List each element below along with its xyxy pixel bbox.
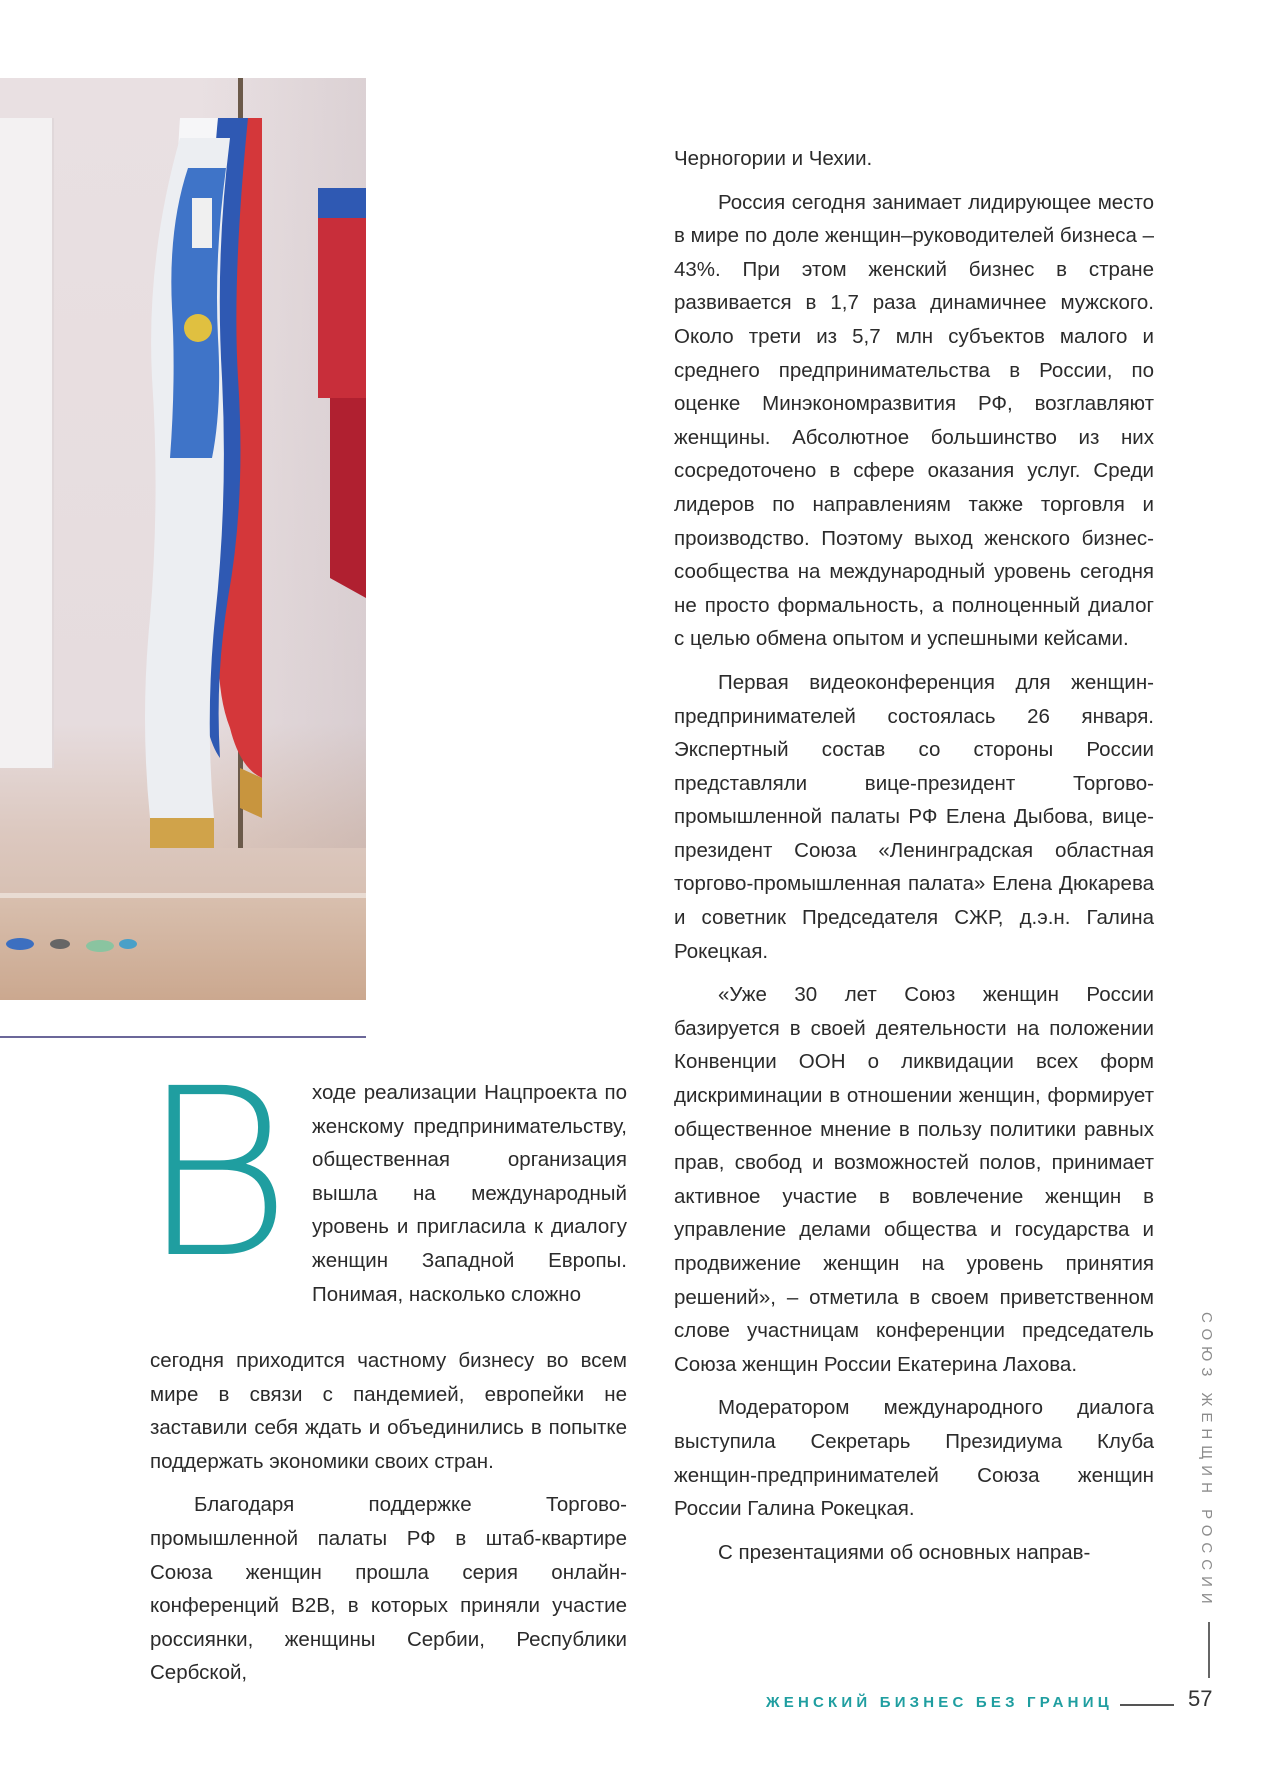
paragraph: С презентациями об основных направ- <box>718 1540 1091 1564</box>
keys-icon <box>0 934 140 954</box>
paragraph: Первая видеоконференция для женщин-предпринимателей состоялась 26 января. Экспертный состав со стороны России представляли вице-президент Торгово-промышленной палаты РФ Елена Дыбова, вице-президент Союза «Ленинградская областная торгово-промышленная палата» Елена Дюкарева и советник Председателя СЖР, д.э.н. Галина Рокецкая. <box>674 670 1154 963</box>
page-number: 57 <box>1188 1686 1213 1711</box>
paragraph: Благодаря поддержке Торгово-промышленной палаты РФ в штаб-квартире Союза женщин прошла серия онлайн-конференций B2B, в которых приняли участие россиянки, женщины Сербии, Республики Сербской, <box>150 1493 627 1685</box>
footer-section-title: ЖЕНСКИЙ БИЗНЕС БЕЗ ГРАНИЦ <box>766 1694 1113 1711</box>
left-column <box>150 1344 627 1700</box>
drop-cap: В <box>140 1039 290 1309</box>
paragraph: Россия сегодня занимает лидирующее место в мире по доле женщин–руководителей бизнеса – 43%. При этом женский бизнес в стране развивается в 1,7 раза динамичнее мужского. Около трети из 5,7 млн субъектов малого и среднего предпринимательства в России, по оценке Минэкономразвития РФ, возглавляют женщины. Абсолютное большинство из них сосредоточено в сфере оказания услуг. Среди лидеров по направлениям также торговля и производство. Поэтому выход женского бизнес-сообщества на международный уровень сегодня не просто формальность, а полноценный диалог с целью обмена опытом и успешными кейсами. <box>674 190 1154 651</box>
paragraph: «Уже 30 лет Союз женщин России базируется в своей деятельности на положении Конвенции ООН о ликвидации всех форм дискриминации в отношении женщин, формирует общественное мнение в пользу политики равных прав, свобод и возможностей полов, принимает активное участие в вовлечение женщин в управление делами общества и государства и продвижение женщин на уровень принятия решений», – отметила в своем приветственном слове участницам конференции председатель Союза женщин России Екатерина Лахова. <box>674 983 1154 1376</box>
paragraph: Черногории и Чехии. <box>674 147 873 170</box>
article-photo <box>0 78 366 1000</box>
photo-divider <box>0 1036 366 1038</box>
flags-icon <box>0 78 366 848</box>
right-column <box>674 142 1154 1579</box>
paragraph: Модератором международного диалога выступила Секретарь Президиума Клуба женщин-предпринимателей Союза женщин России Галина Рокецкая. <box>674 1396 1154 1521</box>
lead-paragraph: ходе реализации Нацпроекта по женскому предпринимательству, общественная организация вышла на международный уровень и пригласила к диалогу женщин Западной Европы. Понимая, насколько сложно <box>312 1081 627 1306</box>
footer-divider <box>1120 1704 1174 1706</box>
side-divider <box>1208 1622 1210 1678</box>
side-label: СОЮЗ ЖЕНЩИН РОССИИ <box>1198 1312 1215 1610</box>
paragraph: сегодня приходится частному бизнесу во всем мире в связи с пандемией, европейки не заставили себя ждать и объединились в попытке поддержать экономики своих стран. <box>150 1349 627 1473</box>
